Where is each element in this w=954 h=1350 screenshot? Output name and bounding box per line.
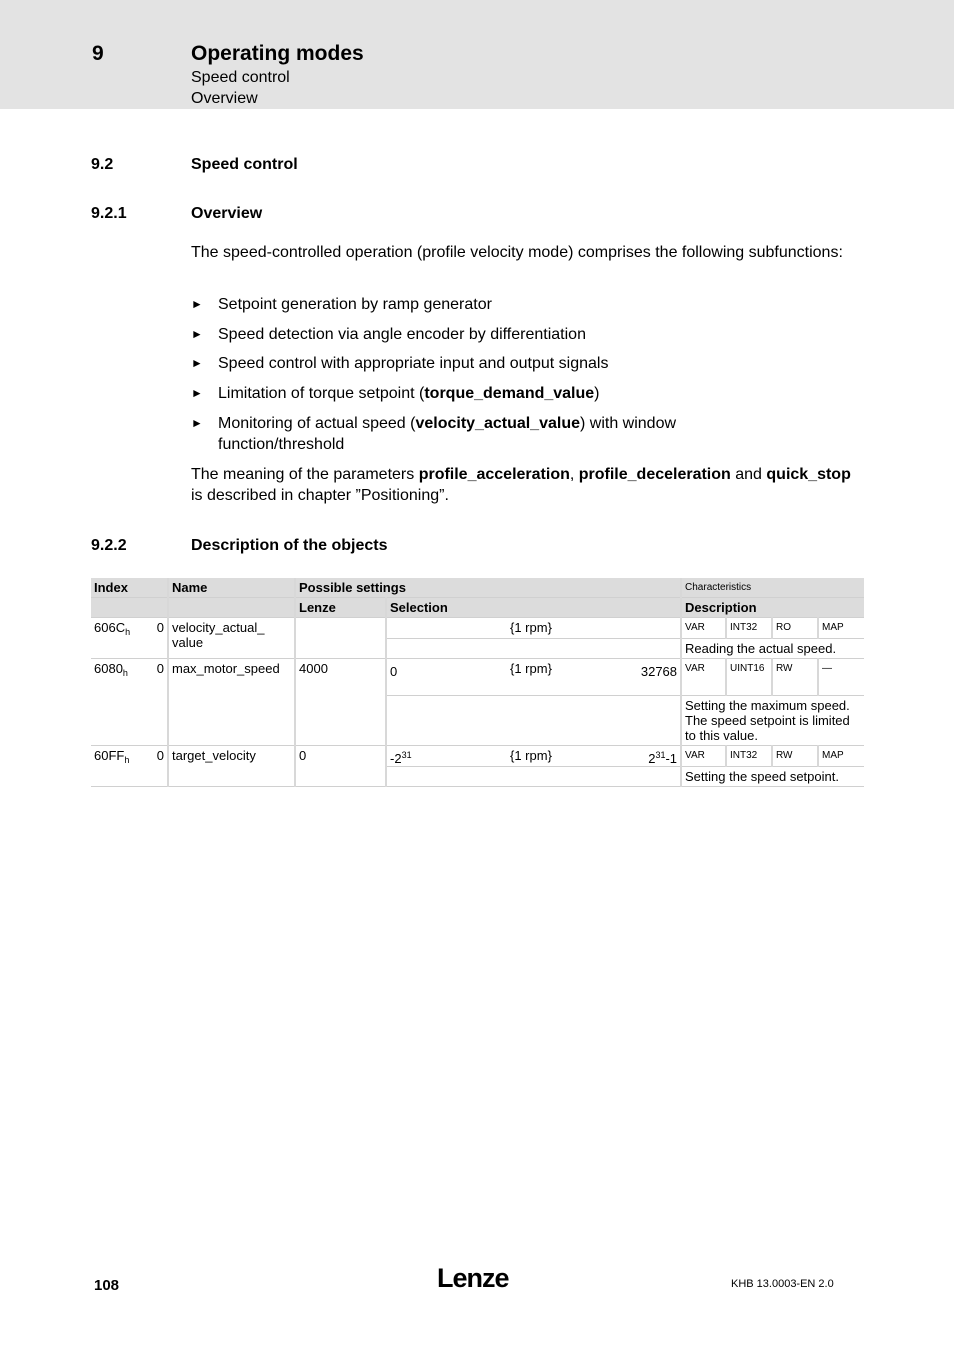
description-cell: Setting the maximum speed. The speed setpoint is limited to this value. xyxy=(681,696,864,746)
char-cell: RW xyxy=(772,659,818,696)
char-cell: INT32 xyxy=(726,618,772,639)
subsection-number: 9.2.1 xyxy=(91,205,127,222)
name-cell: velocity_actual_ value xyxy=(168,618,295,659)
char-cell: INT32 xyxy=(726,746,772,767)
char-cell: MAP xyxy=(818,746,864,767)
char-cell: — xyxy=(818,659,864,696)
header-name: Name xyxy=(168,578,295,598)
bullet-arrow-icon: ► xyxy=(191,327,203,341)
char-cell: VAR xyxy=(681,618,726,639)
description-cell: Setting the speed setpoint. xyxy=(681,767,864,787)
lenze-cell: 0 xyxy=(295,746,386,787)
selection-cell: $-2^{31}$ {1 rpm} $2^{31}-1$ xyxy=(386,746,681,767)
table-subheader-row xyxy=(91,598,864,618)
description-cell: Reading the actual speed. xyxy=(681,639,864,659)
subsection-title: Overview xyxy=(191,205,263,222)
bullet-arrow-icon: ► xyxy=(191,416,203,430)
char-cell: VAR xyxy=(681,659,726,696)
index-cell: $606C_h$ xyxy=(91,618,146,659)
table-row xyxy=(91,659,864,696)
lenze-cell xyxy=(295,618,386,659)
chapter-subtitle-1: Speed control xyxy=(191,69,290,86)
page-number: 108 xyxy=(94,1277,120,1294)
header-characteristics: Characteristics xyxy=(681,578,864,598)
subindex-cell: 0 xyxy=(146,659,168,746)
lenze-cell: 4000 xyxy=(295,659,386,746)
subsection-number: 9.2.2 xyxy=(91,537,127,554)
index-cell: $6080_h$ xyxy=(91,659,146,746)
bullet-arrow-icon: ► xyxy=(191,356,203,370)
chapter-title: Operating modes xyxy=(191,42,364,65)
table-header-row xyxy=(91,578,864,598)
char-cell: UINT16 xyxy=(726,659,772,696)
header-selection: Selection xyxy=(386,598,681,618)
header-index: Index xyxy=(91,578,168,598)
subindex-cell: 0 xyxy=(146,746,168,787)
selection-cell: 0 {1 rpm} 32768 xyxy=(386,659,681,696)
subsection-title: Description of the objects xyxy=(191,537,388,554)
table-row xyxy=(91,618,864,639)
document-id: KHB 13.0003-EN 2.0 xyxy=(731,1278,834,1290)
header-lenze: Lenze xyxy=(295,598,386,618)
chapter-subtitle-2: Overview xyxy=(191,90,258,107)
chapter-number: 9 xyxy=(92,42,104,65)
selection-cell: {1 rpm} xyxy=(386,618,681,639)
index-cell: $60FF_h$ xyxy=(91,746,146,787)
header-possible-settings: Possible settings xyxy=(295,578,681,598)
bullet-arrow-icon: ► xyxy=(191,386,203,400)
section-number: 9.2 xyxy=(91,156,114,173)
char-cell: MAP xyxy=(818,618,864,639)
chapter-header xyxy=(0,0,954,109)
meaning-paragraph: The meaning of the parameters profile_acceleration, profile_deceleration and quick_stop is described in chapter ”Positioning”. xyxy=(191,466,851,504)
objects-table xyxy=(91,578,864,787)
bullet-arrow-icon: ► xyxy=(191,297,203,311)
subindex-cell: 0 xyxy=(146,618,168,659)
lenze-logo: Lenze xyxy=(437,1263,509,1293)
header-description: Description xyxy=(681,598,864,618)
name-cell: max_motor_speed xyxy=(168,659,295,746)
char-cell: VAR xyxy=(681,746,726,767)
char-cell: RW xyxy=(772,746,818,767)
intro-paragraph: The speed-controlled operation (profile velocity mode) comprises the following subfunctions: xyxy=(191,244,843,261)
section-title: Speed control xyxy=(191,156,298,173)
table-row xyxy=(91,746,864,767)
char-cell: RO xyxy=(772,618,818,639)
name-cell: target_velocity xyxy=(168,746,295,787)
